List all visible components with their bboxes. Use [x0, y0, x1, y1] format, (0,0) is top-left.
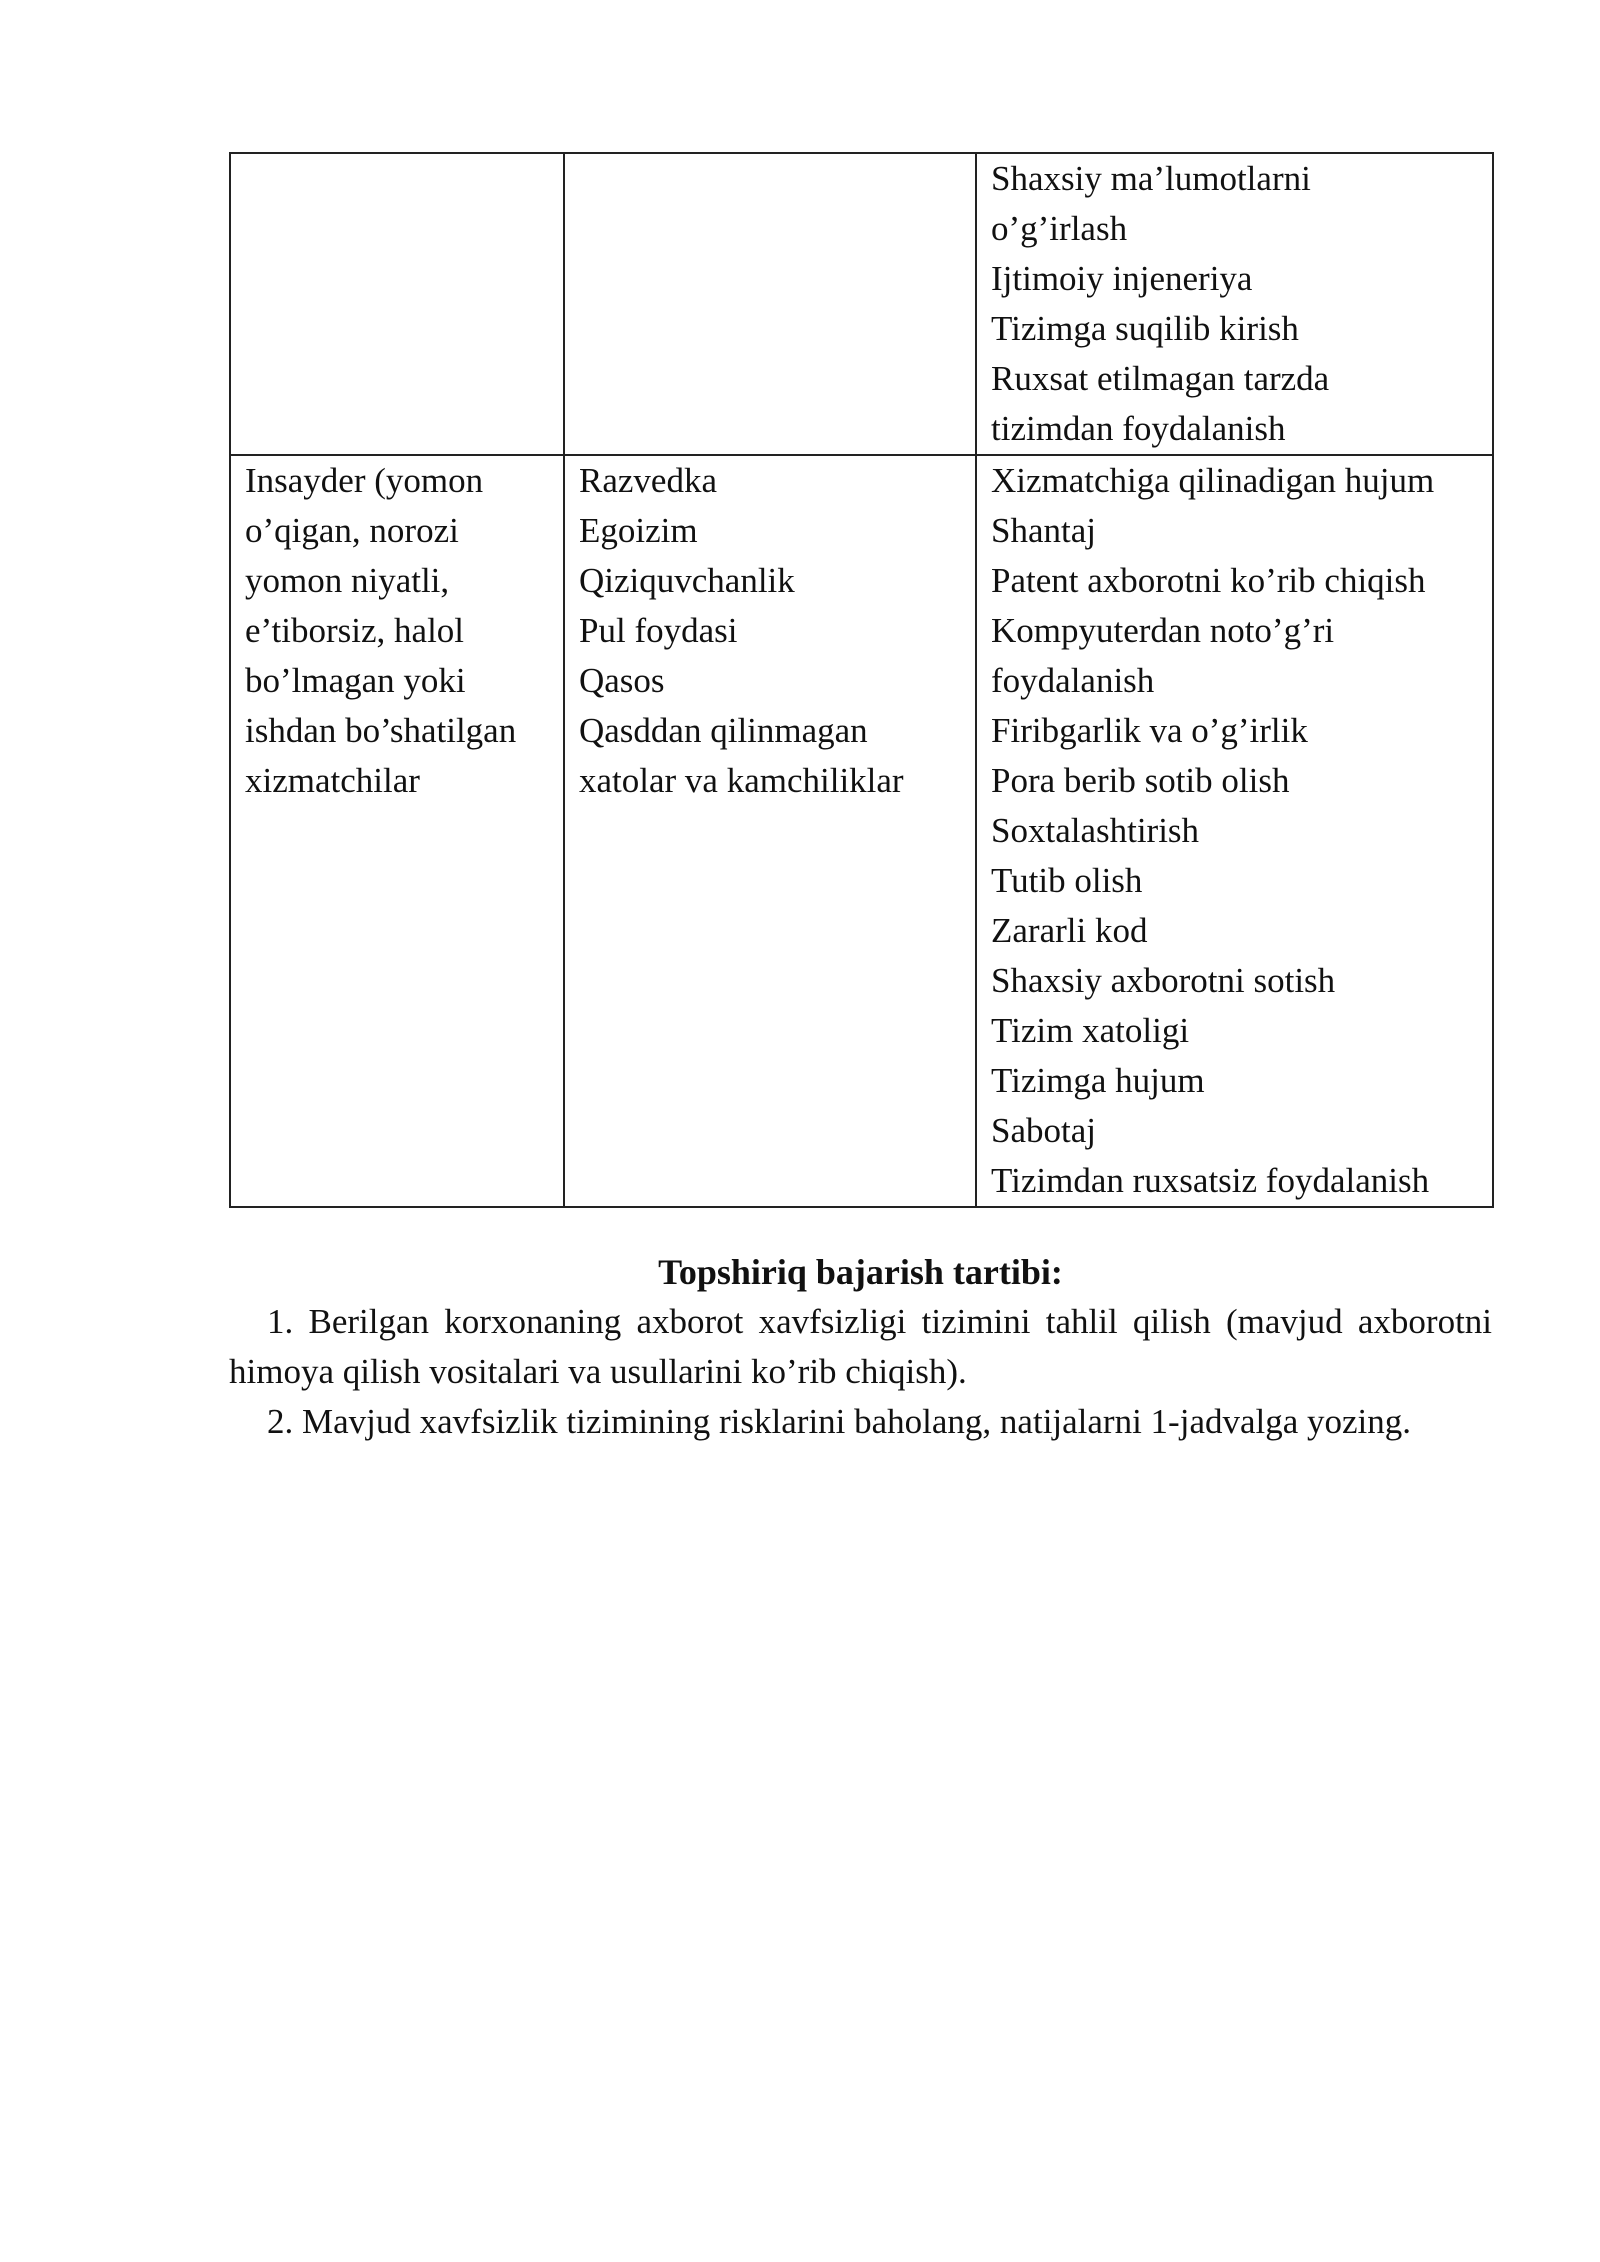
cell-line: o’qigan, norozi: [245, 511, 459, 550]
table-row: [230, 153, 1493, 455]
cell-line: Ijtimoiy injeneriya: [991, 259, 1253, 298]
section-heading: Topshiriq bajarish tartibi:: [658, 1252, 1063, 1292]
table-cell-threat-source: [230, 455, 564, 1207]
cell-line: Xizmatchiga qilinadigan hujum: [991, 461, 1435, 500]
cell-line: o’g’irlash: [991, 209, 1128, 248]
cell-line: Insayder (yomon: [245, 461, 484, 500]
list-item-text: Berilgan korxonaning axborot xavfsizligi tizimini tahlil qilish (mavjud axborotni himoya qilish vositalari va usullarini ko’rib chiqish).: [229, 1302, 1493, 1391]
cell-line: bo’lmagan yoki: [245, 661, 466, 700]
list-item-number: 1.: [267, 1302, 294, 1341]
table-cell-motivation: [564, 455, 976, 1207]
cell-line: Pul foydasi: [579, 611, 738, 650]
cell-line: tizimdan foydalanish: [991, 409, 1286, 448]
cell-line: Qasddan qilinmagan: [579, 711, 868, 750]
cell-line: Patent axborotni ko’rib chiqish: [991, 561, 1426, 600]
table-cell-motivation: [564, 153, 976, 455]
cell-line: e’tiborsiz, halol: [245, 611, 465, 650]
cell-line: Tizimga suqilib kirish: [991, 309, 1299, 348]
cell-line: Tizimga hujum: [991, 1061, 1205, 1100]
cell-line: yomon niyatli,: [245, 561, 450, 600]
cell-line: Shantaj: [991, 511, 1096, 550]
table-cell-threat-actions: [976, 153, 1493, 455]
cell-line: xatolar va kamchiliklar: [579, 761, 904, 800]
table-cell-threat-source: [230, 153, 564, 455]
cell-line: Ruxsat etilmagan tarzda: [991, 359, 1330, 398]
cell-line: xizmatchilar: [245, 761, 420, 800]
cell-line: Shaxsiy axborotni sotish: [991, 961, 1336, 1000]
table-row: [230, 455, 1493, 1207]
cell-line: Firibgarlik va o’g’irlik: [991, 711, 1308, 750]
list-item-text: Mavjud xavfsizlik tizimining risklarini baholang, natijalarni 1-jadvalga yozing.: [302, 1402, 1412, 1441]
cell-line: Egoizim: [579, 511, 698, 550]
cell-line: Tizimdan ruxsatsiz foydalanish: [991, 1161, 1430, 1200]
cell-line: foydalanish: [991, 661, 1155, 700]
cell-line: Pora berib sotib olish: [991, 761, 1290, 800]
cell-line: Soxtalashtirish: [991, 811, 1200, 850]
threat-table: [229, 152, 1494, 1208]
cell-line: Qiziquvchanlik: [579, 561, 795, 600]
cell-line: Zararli kod: [991, 911, 1148, 950]
table-cell-threat-actions: [976, 455, 1493, 1207]
list-item: [229, 1397, 1492, 1447]
cell-line: Razvedka: [579, 461, 717, 500]
cell-line: Kompyuterdan noto’g’ri: [991, 611, 1335, 650]
cell-line: Sabotaj: [991, 1111, 1096, 1150]
cell-line: Tizim xatoligi: [991, 1011, 1190, 1050]
cell-line: Qasos: [579, 661, 665, 700]
cell-line: ishdan bo’shatilgan: [245, 711, 517, 750]
cell-line: Tutib olish: [991, 861, 1143, 900]
cell-line: Shaxsiy ma’lumotlarni: [991, 159, 1311, 198]
list-item-number: 2.: [267, 1402, 294, 1441]
list-item: [229, 1297, 1492, 1397]
